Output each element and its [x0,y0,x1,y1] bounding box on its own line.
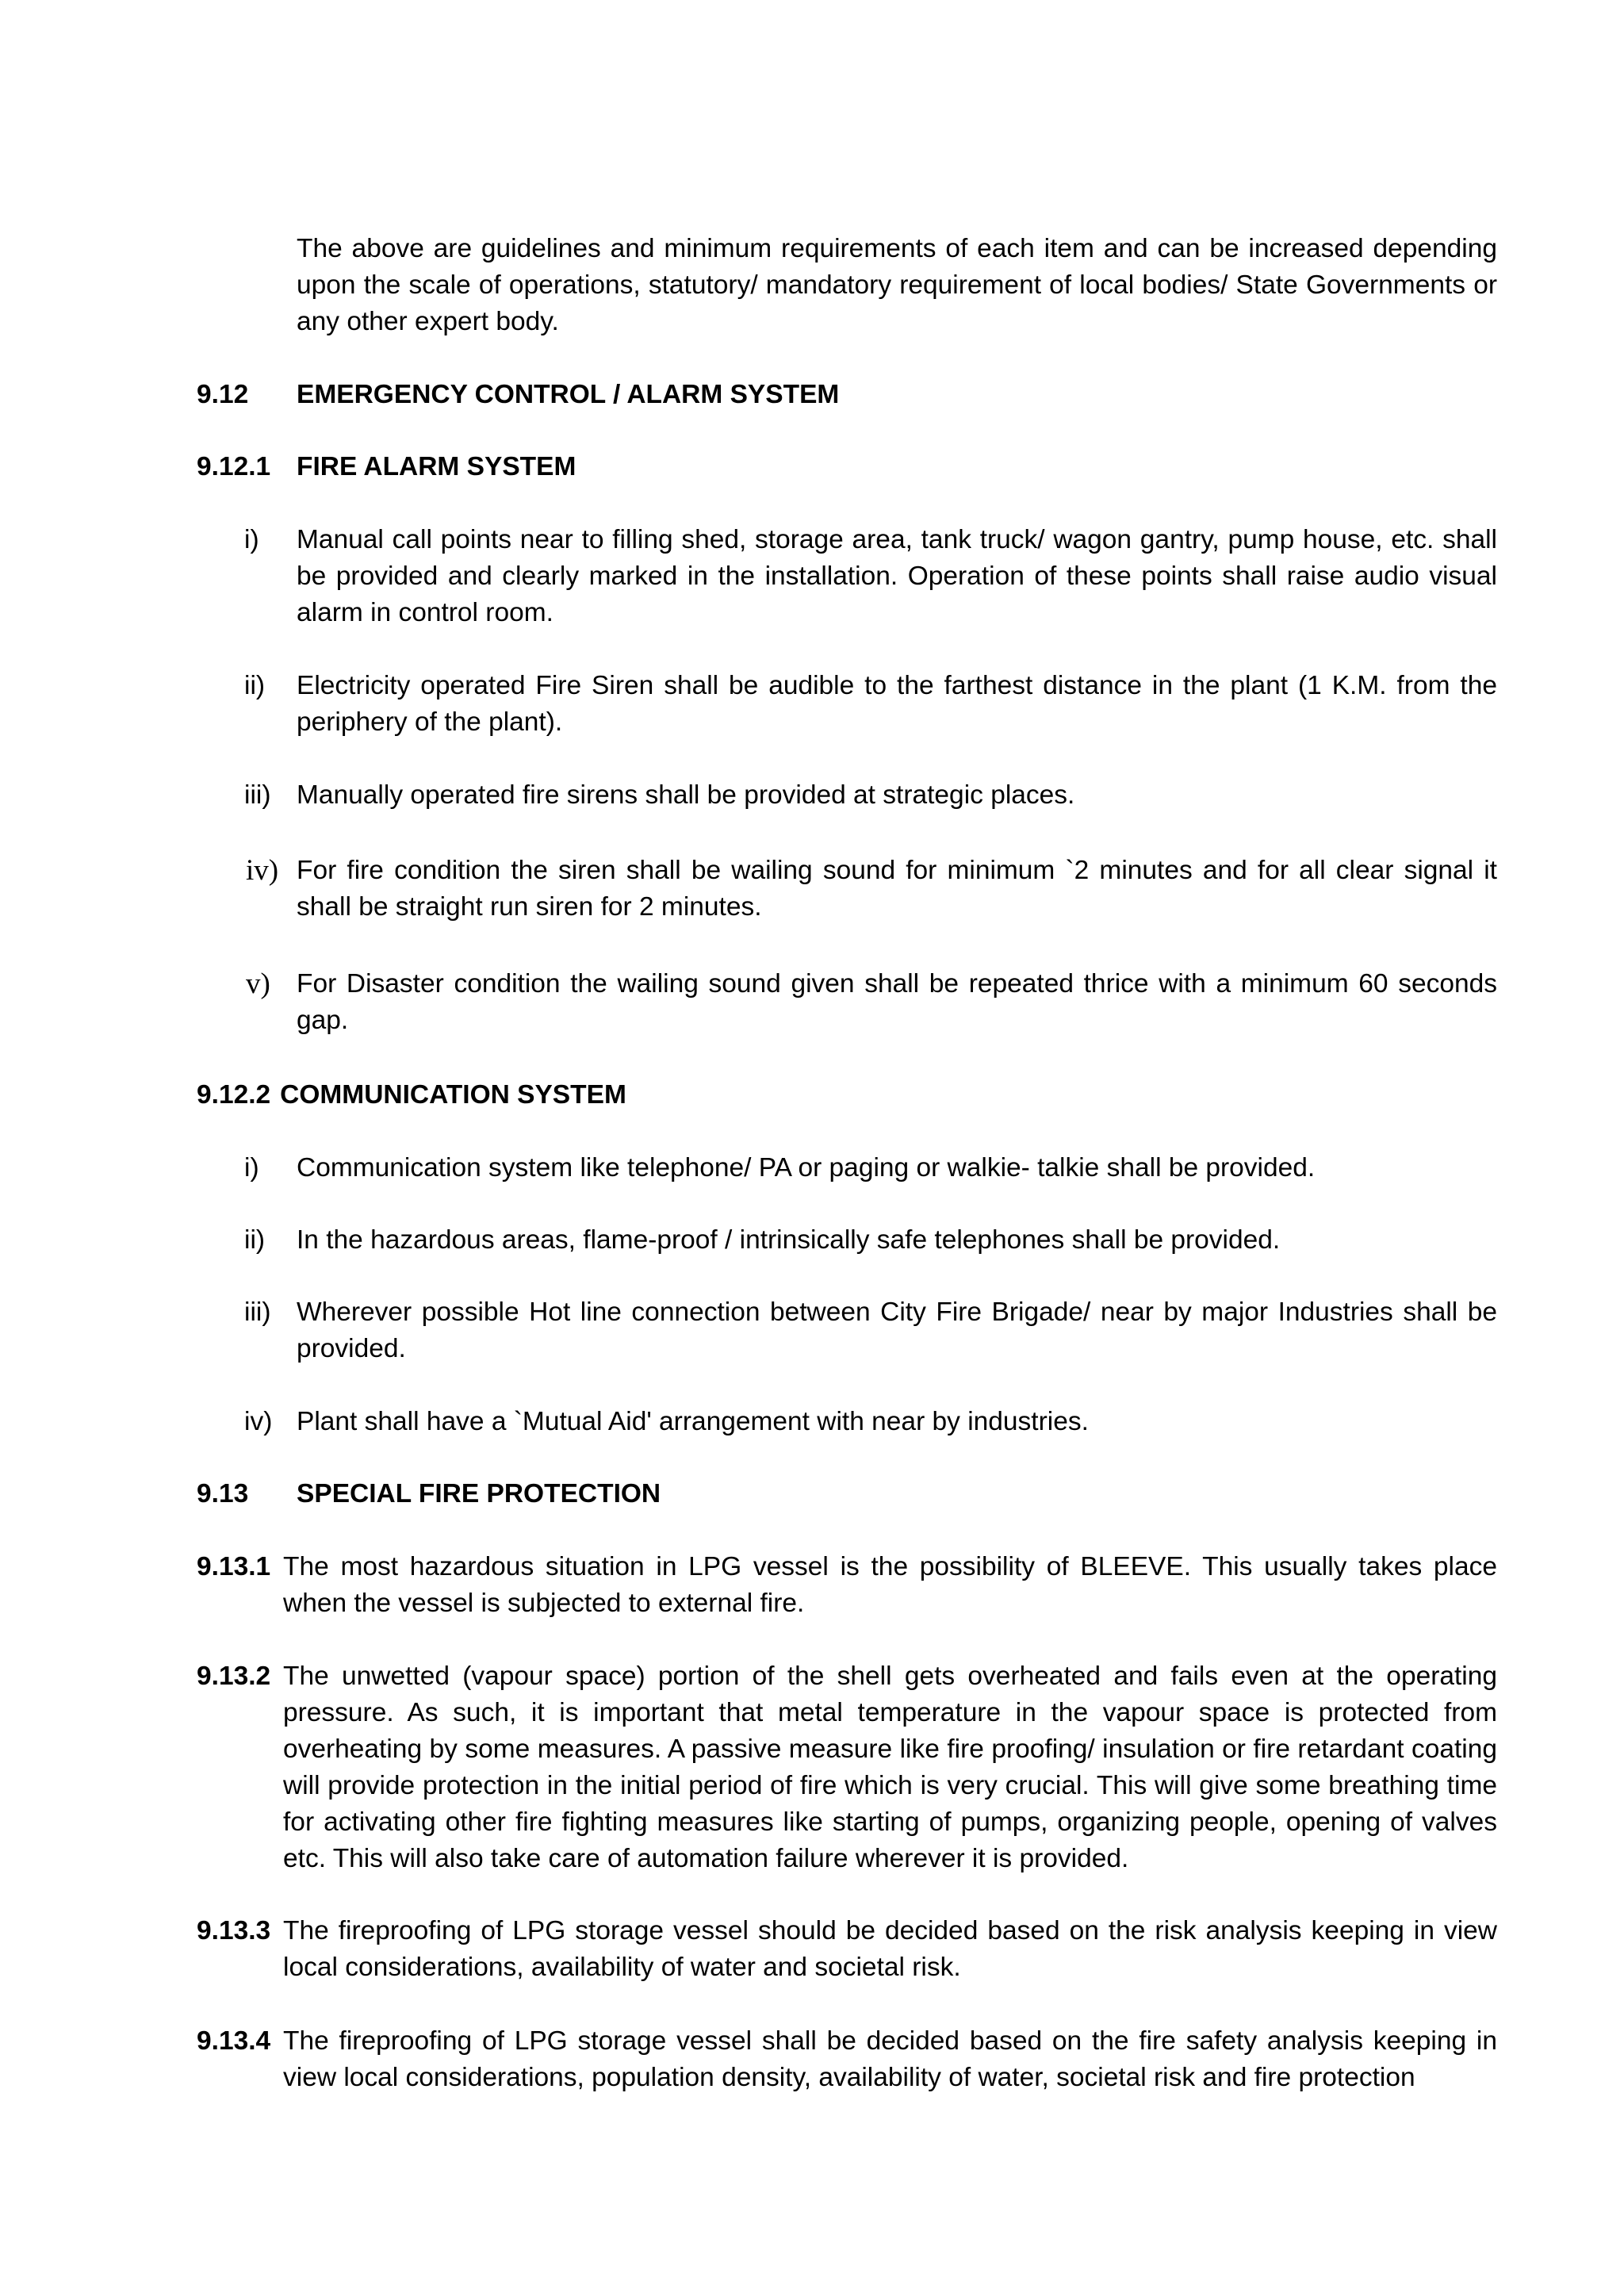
list-item-text: Manually operated fire sirens shall be provided at strategic places. [297,780,1075,810]
section-number: 9.13 [197,1479,249,1508]
paragraph-text: The unwetted (vapour space) portion of the shell gets overheated and fails even at the operating pressure. As such, it is important that metal temperature in the vapour space is protected from overheating by some measures. A passive measure like fire proofing/ insulation or fire retardant coating will provide protection in the initial period of fire which is very crucial. This will give some breathing time for activating other fire fighting measures like starting of pumps, organizing people, opening of valves etc. This will also take care of automation failure wherever it is provided. [283,1662,1497,1873]
list-item-text: Communication system like telephone/ PA or paging or walkie- talkie shall be provided. [297,1153,1316,1182]
list-marker: v) [246,968,270,1000]
list-item [197,1294,1497,1367]
section-heading-9-12-2 [197,1077,626,1114]
section-heading-9-12 [197,377,839,413]
paragraph-text: The fireproofing of LPG storage vessel should be decided based on the risk analysis keeping in view local considerations, availability of water and societal risk. [283,1916,1497,1982]
list-item-text: Manual call points near to filling shed, storage area, tank truck/ wagon gantry, pump house, etc. shall be provided and clearly marked in the installation. Operation of these points shall raise audio visual alarm in control room. [297,525,1497,627]
intro-paragraph [297,231,1497,340]
section-number: 9.12.1 [197,452,271,481]
paragraph-number: 9.13.3 [197,1916,271,1945]
list-item [197,668,1497,741]
section-number: 9.12 [197,380,249,409]
list-marker: i) [244,1153,259,1182]
section-heading-9-12-1 [197,449,576,485]
list-item-text: Electricity operated Fire Siren shall be audible to the farthest distance in the plant (1 K.M. from the periphery of the plant). [297,671,1497,737]
numbered-paragraph [197,1913,1497,1986]
list-item-text: Wherever possible Hot line connection between City Fire Brigade/ near by major Industries shall be provided. [297,1297,1497,1363]
section-heading-9-13 [197,1476,661,1512]
section-title: EMERGENCY CONTROL / ALARM SYSTEM [297,380,840,409]
list-marker: iv) [244,1407,273,1436]
section-title: COMMUNICATION SYSTEM [280,1080,626,1110]
list-marker: ii) [244,1225,266,1255]
paragraph-number: 9.13.1 [197,1552,271,1581]
paragraph-text: The fireproofing of LPG storage vessel shall be decided based on the fire safety analysis keeping in view local considerations, population density, availability of water, societal risk and fire protection [283,2026,1497,2092]
list-marker: i) [244,525,259,554]
paragraph-number: 9.13.4 [197,2026,271,2056]
list-item [197,966,1497,1039]
list-marker: iii) [244,1297,271,1327]
list-item [197,853,1497,926]
list-item [197,522,1497,631]
section-title: SPECIAL FIRE PROTECTION [297,1479,661,1508]
list-item-text: In the hazardous areas, flame-proof / intrinsically safe telephones shall be provided. [297,1225,1281,1255]
list-item-text: For fire condition the siren shall be wailing sound for minimum `2 minutes and for all clear signal it shall be straight run siren for 2 minutes. [297,856,1497,922]
list-item [197,1404,1497,1440]
list-item [197,1222,1497,1259]
intro-text: The above are guidelines and minimum requirements of each item and can be increased depending upon the scale of operations, statutory/ mandatory requirement of local bodies/ State Governments or any other expert body. [297,234,1497,336]
list-item-text: Plant shall have a `Mutual Aid' arrangement with near by industries. [297,1407,1089,1436]
numbered-paragraph [197,2023,1497,2096]
section-number: 9.12.2 [197,1080,271,1110]
list-marker: iv) [246,854,279,887]
list-item-text: For Disaster condition the wailing sound given shall be repeated thrice with a minimum 60 seconds gap. [297,969,1497,1035]
paragraph-text: The most hazardous situation in LPG vessel is the possibility of BLEEVE. This usually takes place when the vessel is subjected to external fire. [283,1552,1497,1618]
numbered-paragraph [197,1549,1497,1622]
list-marker: iii) [244,780,271,810]
list-item [197,1150,1497,1186]
list-item [197,777,1497,814]
section-title: FIRE ALARM SYSTEM [297,452,576,481]
list-marker: ii) [244,671,266,700]
numbered-paragraph [197,1658,1497,1877]
paragraph-number: 9.13.2 [197,1662,271,1691]
